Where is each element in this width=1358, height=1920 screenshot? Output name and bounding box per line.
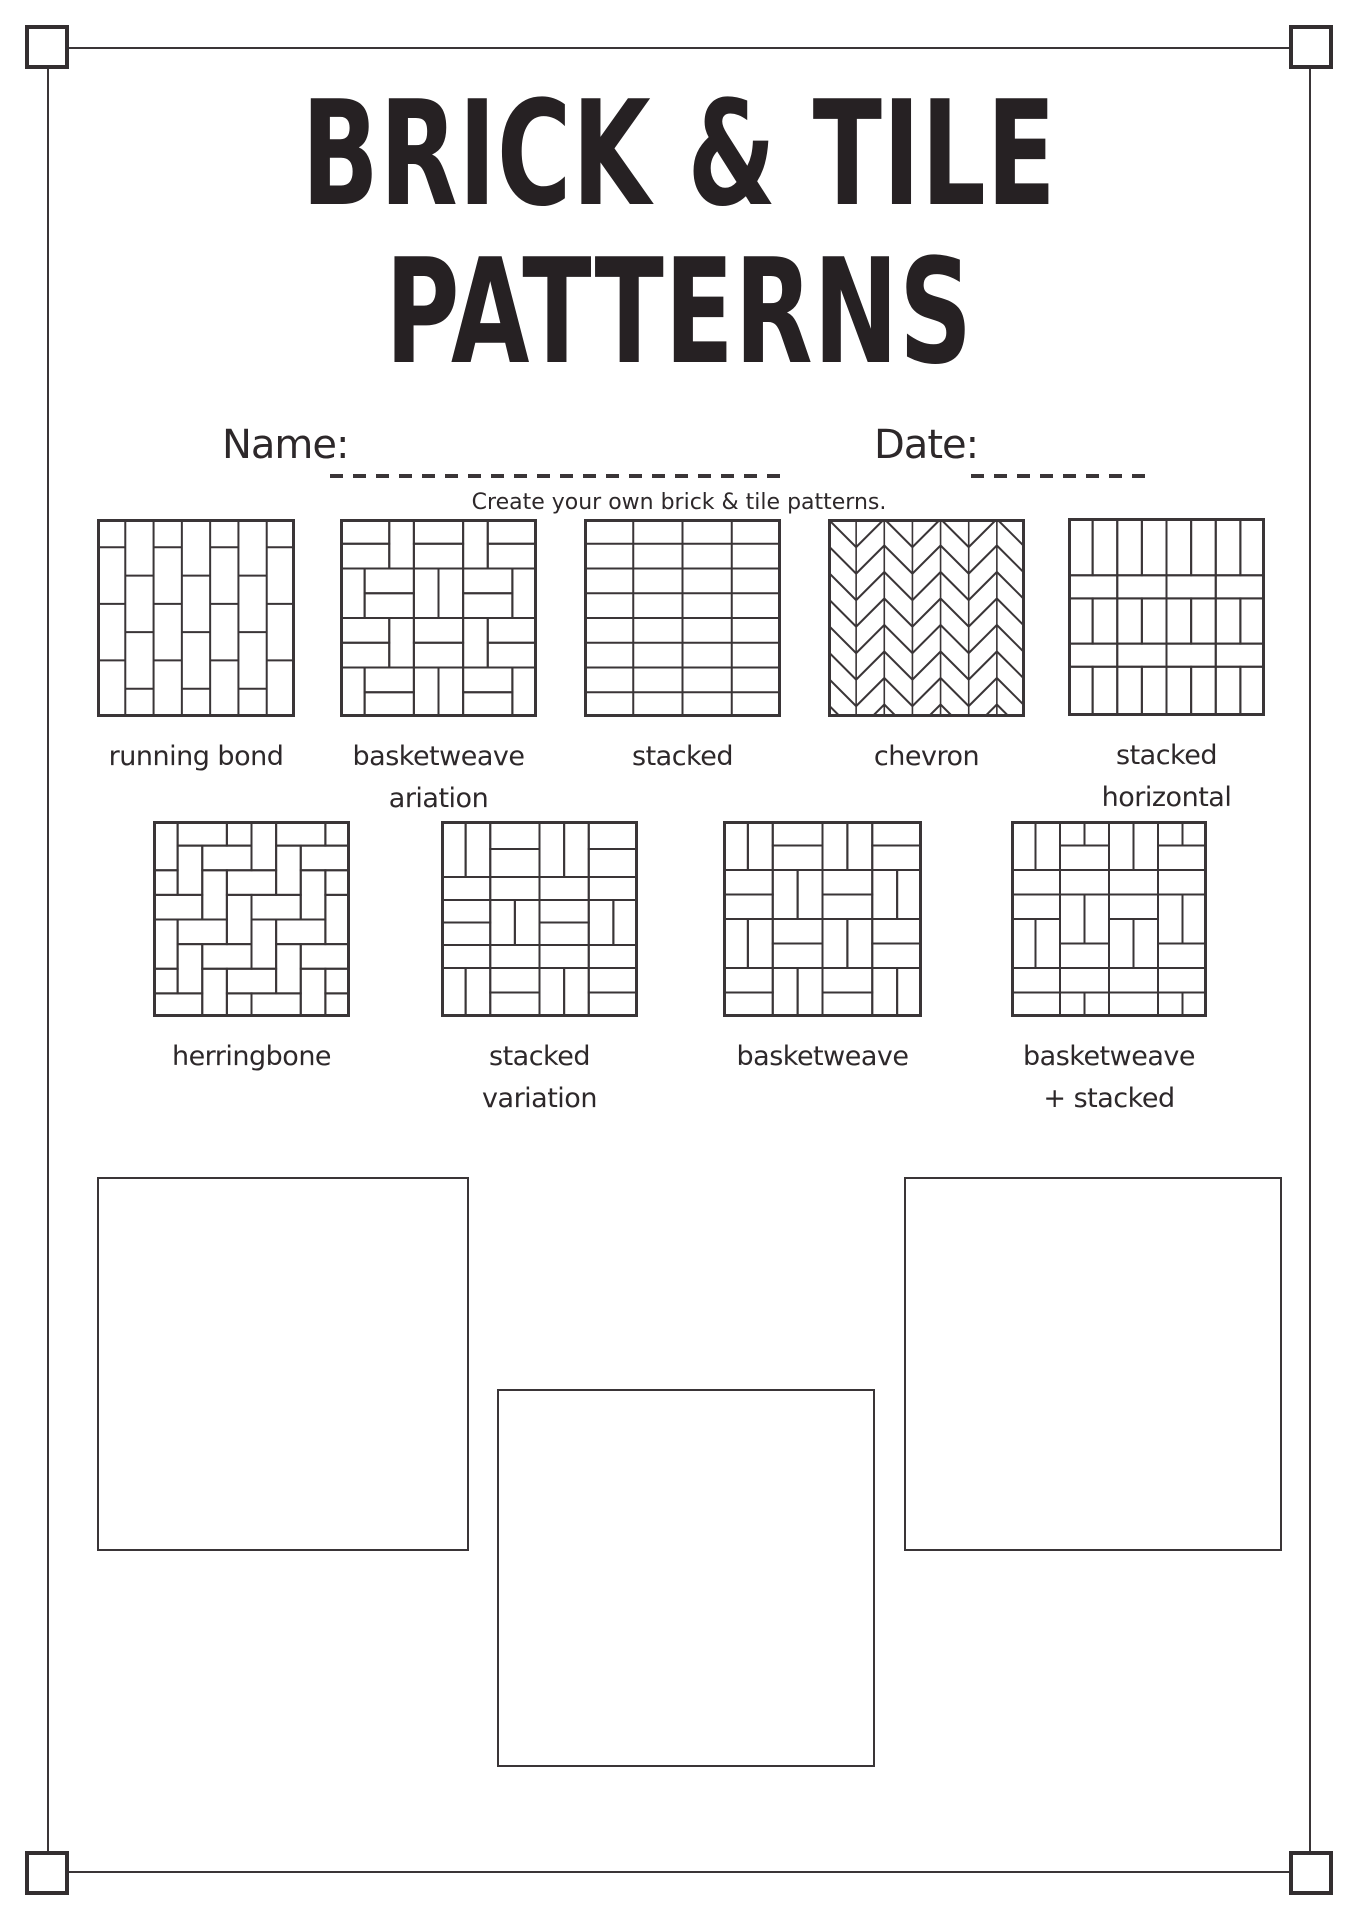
page-title: [0, 70, 1358, 397]
pattern-swatch-stacked: [584, 519, 781, 717]
date-label: Date:: [874, 422, 979, 468]
frame-corner-ornament-top-left: [25, 25, 69, 69]
frame-corner-ornament-bottom-right: [1289, 1851, 1333, 1895]
pattern-caption: [441, 1036, 638, 1120]
pattern-caption-line: variation: [482, 1083, 597, 1114]
pattern-swatch-basketweave: [723, 821, 922, 1017]
pattern-caption-line: herringbone: [171, 1041, 332, 1072]
pattern-caption-line: stacked: [632, 741, 733, 772]
name-blank-line: [330, 474, 785, 478]
pattern-caption: [1011, 1036, 1207, 1120]
pattern-figure-stacked-horizontal: [1068, 518, 1265, 819]
frame-corner-ornament-bottom-left: [25, 1851, 69, 1895]
pattern-swatch-stacked-horizontal: [1068, 518, 1265, 716]
pattern-caption: [1068, 735, 1265, 819]
frame-corner-ornament-top-right: [1289, 25, 1333, 69]
pattern-caption-line: stacked: [1116, 740, 1217, 771]
pattern-figure-chevron: [828, 519, 1025, 778]
pattern-figure-basketweave: [723, 821, 922, 1078]
pattern-caption-line: + stacked: [1043, 1083, 1175, 1114]
pattern-caption-line: ariation: [388, 783, 489, 814]
practice-box-right: [904, 1177, 1282, 1551]
pattern-caption: [584, 736, 781, 778]
pattern-figure-stacked: [584, 519, 781, 778]
pattern-figure-herringbone: [153, 821, 350, 1078]
pattern-caption-line: basketweave: [736, 1041, 909, 1072]
pattern-caption-line: horizontal: [1101, 782, 1232, 813]
pattern-swatch-stacked-variation: [441, 821, 638, 1017]
pattern-caption-line: running bond: [108, 741, 284, 772]
pattern-figure-stacked-variation: [441, 821, 638, 1120]
pattern-swatch-basketweave-variation: [340, 519, 537, 717]
pattern-caption: [828, 736, 1025, 778]
name-label: Name:: [222, 422, 349, 468]
pattern-swatch-basketweave-stacked: [1011, 821, 1207, 1017]
practice-box-left: [97, 1177, 469, 1551]
pattern-swatch-running-bond: [97, 519, 295, 717]
pattern-caption-line: basketweave: [352, 741, 525, 772]
pattern-swatch-herringbone: [153, 821, 350, 1017]
page-title-line2: PATTERNS: [385, 228, 973, 397]
date-blank-line: [971, 474, 1147, 478]
pattern-figure-basketweave-stacked: [1011, 821, 1207, 1120]
pattern-caption: [97, 736, 295, 778]
pattern-caption: [340, 736, 537, 820]
subtitle: Create your own brick & tile patterns.: [471, 490, 887, 515]
practice-box-middle: [497, 1389, 875, 1767]
pattern-caption: [723, 1036, 922, 1078]
pattern-caption-line: basketweave: [1023, 1041, 1195, 1072]
pattern-caption-line: stacked: [489, 1041, 590, 1072]
pattern-swatch-chevron: [828, 519, 1025, 717]
pattern-figure-basketweave-variation: [340, 519, 537, 820]
pattern-caption-line: chevron: [873, 741, 980, 772]
page-title-line1: BRICK & TILE: [301, 70, 1057, 239]
pattern-figure-running-bond: [97, 519, 295, 778]
pattern-caption: [153, 1036, 350, 1078]
